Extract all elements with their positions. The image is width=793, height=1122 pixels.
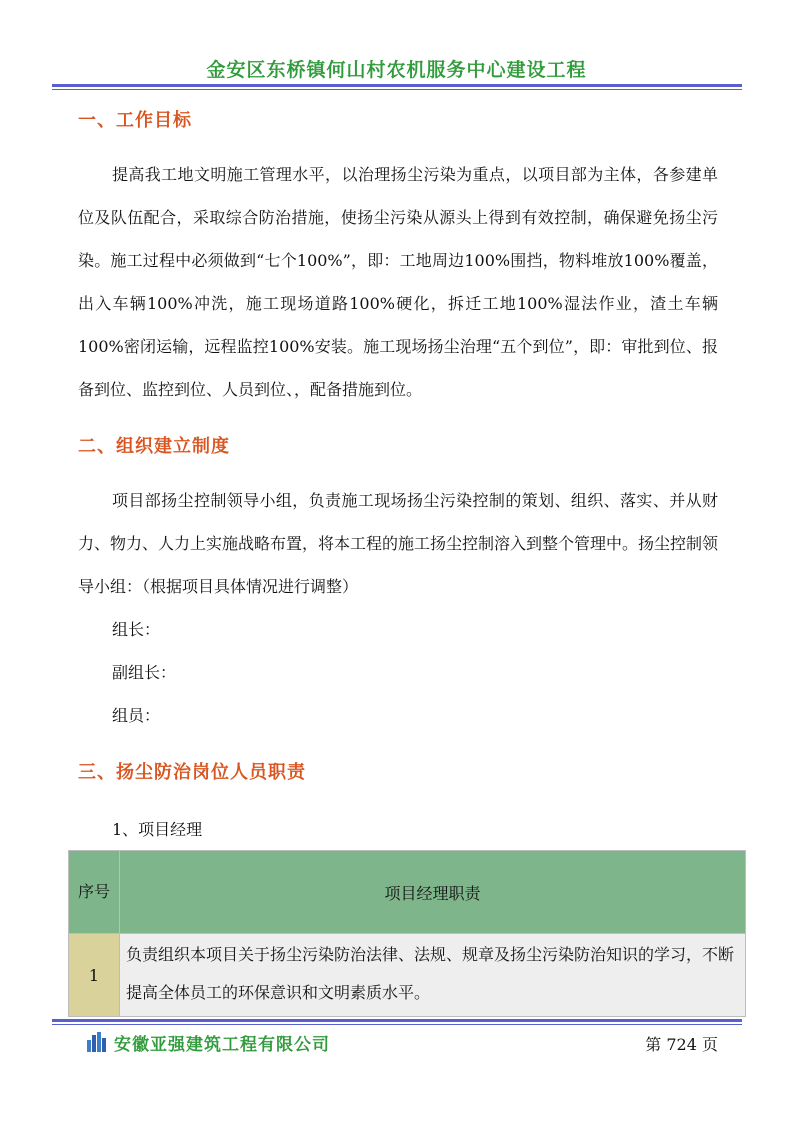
document-footer bbox=[86, 1030, 726, 1056]
table-header-row bbox=[69, 851, 746, 934]
table-row bbox=[69, 934, 746, 1017]
column-header-seq: 序号 bbox=[69, 851, 120, 934]
sub-heading-project-manager: 1、项目经理 bbox=[112, 820, 203, 839]
table-cell-duty: 负责组织本项目关于扬尘污染防治法律、法规、规章及扬尘污染防治知识的学习，不断提高全体员工的环保意识和文明素质水平。 bbox=[120, 934, 746, 1017]
document-header-title: 金安区东桥镇何山村农机服务中心建设工程 bbox=[206, 59, 587, 81]
deputy-leader-line: 副组长： bbox=[112, 663, 177, 682]
section-paragraph-organization: 项目部扬尘控制领导小组，负责施工现场扬尘污染控制的策划、组织、落实、并从财力、物力、人力上实施战略布置，将本工程的施工扬尘控制溶入到整个管理中。扬尘控制领导小组：（根据项目具体情况进行调整） bbox=[78, 491, 719, 596]
table-cell-seq: 1 bbox=[69, 934, 120, 1017]
section-heading-duties: 三、扬尘防治岗位人员职责 bbox=[78, 762, 306, 783]
column-header-duty: 项目经理职责 bbox=[120, 851, 746, 934]
team-member-line: 组员： bbox=[112, 706, 161, 725]
section-heading-organization: 二、组织建立制度 bbox=[78, 436, 230, 457]
page-number: 第 724 页 bbox=[645, 1035, 718, 1054]
footer-company-name: 安徽亚强建筑工程有限公司 bbox=[114, 1035, 330, 1055]
footer-rule bbox=[52, 1019, 742, 1025]
header-rule bbox=[52, 84, 742, 90]
duty-table bbox=[68, 850, 746, 1017]
building-logo-icon bbox=[86, 1032, 108, 1052]
section-paragraph-goals: 提高我工地文明施工管理水平，以治理扬尘污染为重点，以项目部为主体，各参建单位及队伍配合，采取综合防治措施，使扬尘污染从源头上得到有效控制，确保避免扬尘污染。施工过程中必须做到“七个100%”，即：工地周边100%围挡，物料堆放100%覆盖，出入车辆100%冲洗，施工现场道路100%硬化，拆迁工地100%湿法作业，渣土车辆100%密闭运输，远程监控100%安装。施工现场扬尘治理“五个到位”，即：审批到位、报备到位、监控到位、人员到位、，配备措施到位。 bbox=[78, 165, 718, 399]
team-leader-line: 组长： bbox=[112, 620, 161, 639]
section-heading-goals: 一、工作目标 bbox=[78, 110, 192, 131]
